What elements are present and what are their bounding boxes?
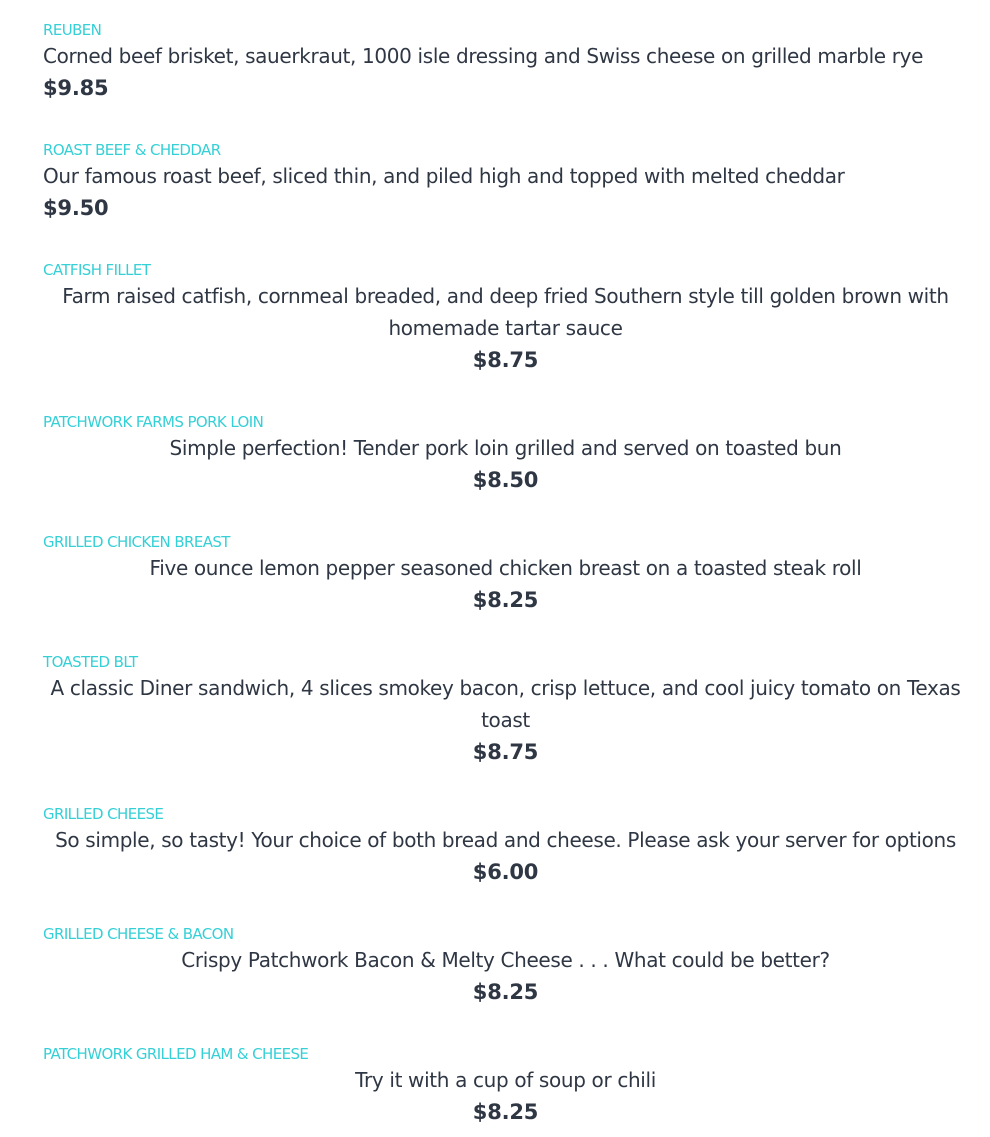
item-price: $9.85 (43, 76, 109, 100)
item-price: $6.00 (472, 860, 539, 884)
item-description: Crispy Patchwork Bacon & Melty Cheese . . . What could be better? (181, 948, 830, 972)
item-description: Farm raised catfish, cornmeal breaded, and deep fried Southern style till golden brown with homemade tartar sauce (62, 284, 949, 340)
menu-item-catfish-fillet (43, 260, 968, 376)
item-description: Simple perfection! Tender pork loin grilled and served on toasted bun (169, 436, 842, 460)
item-name: GRILLED CHEESE (43, 805, 164, 823)
menu-item-toasted-blt (43, 652, 968, 768)
item-price: $8.75 (472, 740, 539, 764)
item-description: Five ounce lemon pepper seasoned chicken breast on a toasted steak roll (149, 556, 862, 580)
item-price: $8.50 (472, 468, 539, 492)
item-price: $8.25 (472, 980, 539, 1004)
menu-item-grilled-chicken-breast (43, 532, 968, 616)
item-description: Try it with a cup of soup or chili (355, 1068, 656, 1092)
item-price: $8.75 (472, 348, 539, 372)
menu-item-roast-beef-cheddar (43, 140, 968, 224)
menu-item-grilled-ham-cheese (43, 1044, 968, 1128)
menu-item-pork-loin (43, 412, 968, 496)
menu-list (43, 20, 968, 1128)
item-name: REUBEN (43, 21, 102, 39)
item-description: Corned beef brisket, sauerkraut, 1000 isle dressing and Swiss cheese on grilled marble rye (43, 44, 924, 68)
item-name: ROAST BEEF & CHEDDAR (43, 141, 221, 159)
item-name: GRILLED CHICKEN BREAST (43, 533, 230, 551)
item-price: $9.50 (43, 196, 109, 220)
item-description: A classic Diner sandwich, 4 slices smokey bacon, crisp lettuce, and cool juicy tomato on Texas toast (50, 676, 961, 732)
item-name: PATCHWORK GRILLED HAM & CHEESE (43, 1045, 309, 1063)
menu-item-grilled-cheese-bacon (43, 924, 968, 1008)
item-name: PATCHWORK FARMS PORK LOIN (43, 413, 264, 431)
menu-item-grilled-cheese (43, 804, 968, 888)
item-name: GRILLED CHEESE & BACON (43, 925, 234, 943)
item-price: $8.25 (472, 1100, 539, 1124)
item-description: Our famous roast beef, sliced thin, and piled high and topped with melted cheddar (43, 164, 845, 188)
menu-item-reuben (43, 20, 968, 104)
item-price: $8.25 (472, 588, 539, 612)
item-name: TOASTED BLT (43, 653, 138, 671)
item-name: CATFISH FILLET (43, 261, 151, 279)
item-description: So simple, so tasty! Your choice of both bread and cheese. Please ask your server for options (55, 828, 956, 852)
